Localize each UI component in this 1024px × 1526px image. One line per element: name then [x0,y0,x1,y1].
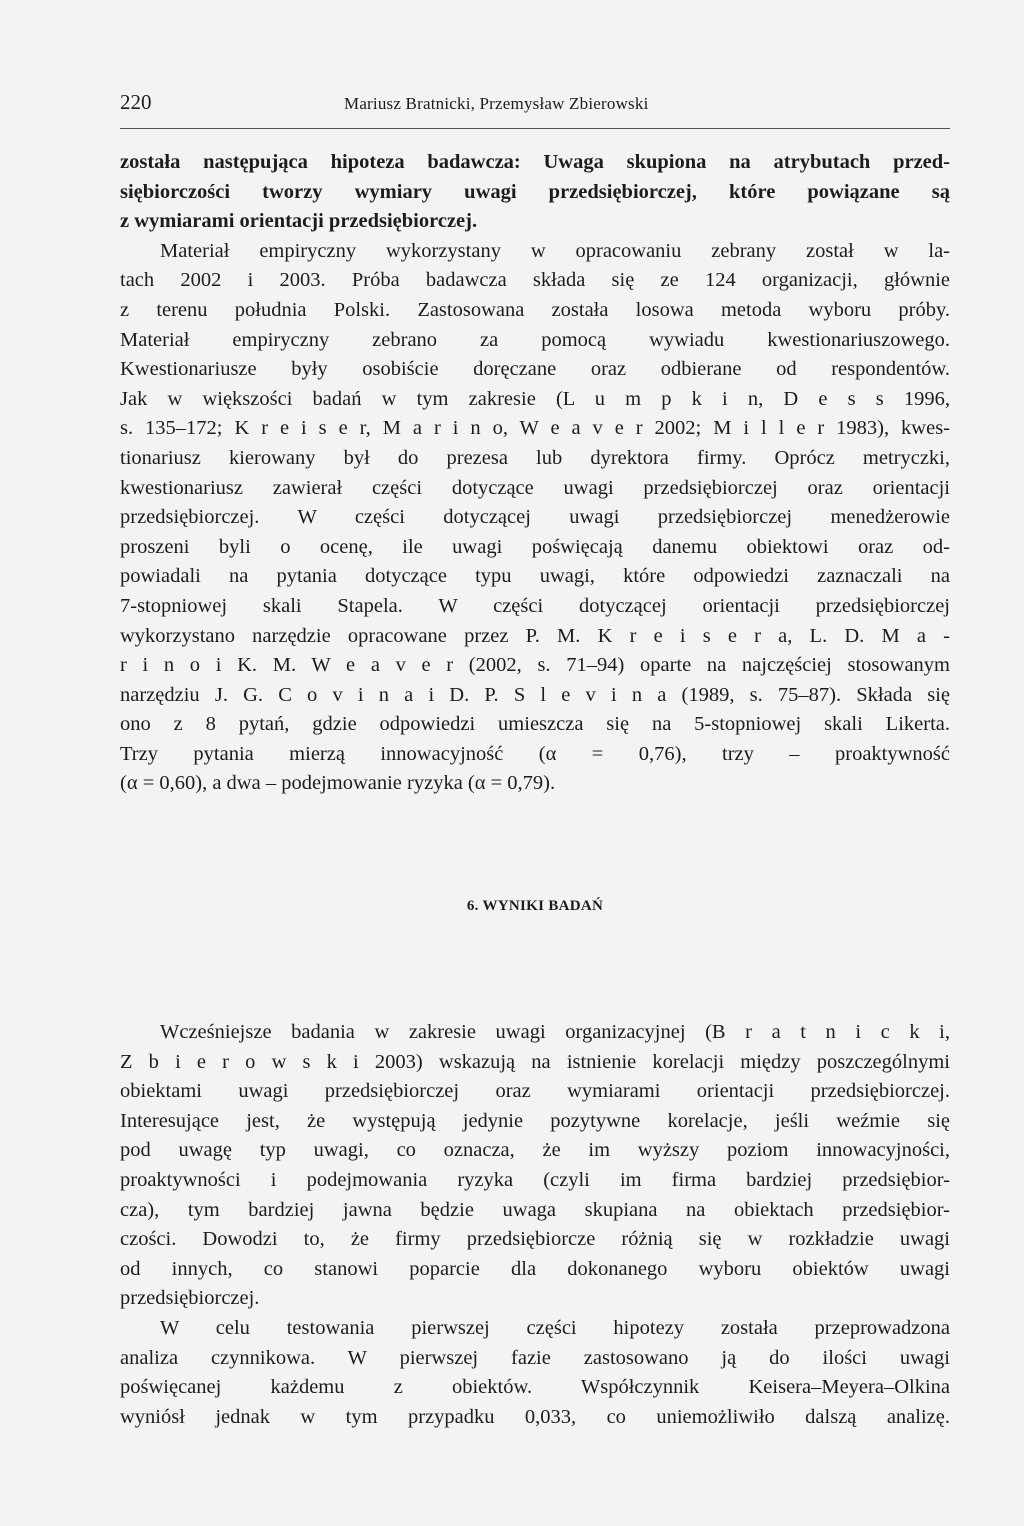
text-line: ono z 8 pytań, gdzie odpowiedzi umieszcza się na 5-stopniowej skali Likerta. [120,713,950,736]
text-line: z terenu południa Polski. Zastosowana została losowa metoda wyboru próby. [120,298,950,321]
text-line: czości. Dowodzi to, że firmy przedsiębiorcze różnią się w rozkładzie uwagi [120,1228,950,1251]
paragraph-block-methods [120,148,950,799]
text-line: od innych, co stanowi poparcie dla dokonanego wyboru obiektów uwagi [120,1257,950,1280]
page-header [120,88,950,129]
section-heading: 6. WYNIKI BADAŃ [466,898,604,914]
text-line: siębiorczości tworzy wymiary uwagi przedsiębiorczej, które powiązane są [120,180,950,203]
text-line: W celu testowania pierwszej części hipotezy została przeprowadzona [160,1316,950,1339]
paragraph-block-results [120,1018,950,1432]
text-line: narzędziu J. G. C o v i n a i D. P. S l e v i n a (1989, s. 75–87). Składa się [120,683,950,706]
text-line: Wcześniejsze badania w zakresie uwagi organizacyjnej (B r a t n i c k i, [160,1021,950,1043]
text-line: powiadali na pytania dotyczące typu uwagi, które odpowiedzi zaznaczali na [120,565,950,588]
text-line: proszeni byli o ocenę, ile uwagi poświęcają danemu obiektowi oraz od- [120,535,950,558]
text-line: Interesujące jest, że występują jedynie pozytywne korelacje, jeśli weźmie się [120,1109,950,1132]
text-line: przedsiębiorczej. [120,1287,260,1310]
text-line: Materiał empiryczny zebrano za pomocą wywiadu kwestionariuszowego. [120,328,950,351]
text-line: Jak w większości badań w tym zakresie (L u m p k i n, D e s s 1996, [120,387,950,410]
text-line: Kwestionariusze były osobiście doręczane oraz odbierane od respondentów. [120,358,950,381]
text-line: tach 2002 i 2003. Próba badawcza składa się ze 124 organizacji, głównie [120,269,950,292]
text-line: obiektami uwagi przedsiębiorczej oraz wymiarami orientacji przedsiębiorczej. [120,1080,950,1103]
text-line: r i n o i K. M. W e a v e r (2002, s. 71–94) oparte na najczęściej stosowanym [120,654,950,677]
text-line: została następująca hipoteza badawcza: Uwaga skupiona na atrybutach przed- [120,151,950,173]
text-line: tionariusz kierowany był do prezesa lub dyrektora firmy. Oprócz metryczki, [120,446,950,469]
text-line: poświęcanej każdemu z obiektów. Współczynnik Keisera–Meyera–Olkina [120,1376,950,1399]
text-line: kwestionariusz zawierał części dotyczące uwagi przedsiębiorczej oraz orientacji [120,476,950,499]
text-line: Materiał empiryczny wykorzystany w opracowaniu zebrany został w la- [160,239,950,262]
text-line: cza), tym bardziej jawna będzie uwaga skupiana na obiektach przedsiębior- [120,1198,950,1221]
page-number: 220 [120,90,152,114]
text-line: s. 135–172; K r e i s e r, M a r i n o, W e a v e r 2002; M i l l e r 1983), kwes- [120,417,950,440]
text-line: Z b i e r o w s k i 2003) wskazują na istnienie korelacji między poszczególnymi [120,1050,950,1073]
text-line: przedsiębiorczej. W części dotyczącej uwagi przedsiębiorczej menedżerowie [120,506,950,529]
text-line: wyniósł jednak w tym przypadku 0,033, co uniemożliwiło dalszą analizę. [120,1405,950,1428]
text-line: analiza czynnikowa. W pierwszej fazie zastosowano ją do ilości uwagi [120,1346,950,1369]
text-line: z wymiarami orientacji przedsiębiorczej. [120,210,478,233]
text-line: 7-stopniowej skali Stapela. W części dotyczącej orientacji przedsiębiorczej [120,594,950,617]
text-line: (α = 0,60), a dwa – podejmowanie ryzyka (α = 0,79). [120,772,556,795]
running-head: Mariusz Bratnicki, Przemysław Zbierowski [344,94,649,113]
text-line: wykorzystano narzędzie opracowane przez P. M. K r e i s e r a, L. D. M a - [120,624,950,647]
text-line: pod uwagę typ uwagi, co oznacza, że im wyższy poziom innowacyjności, [120,1139,950,1162]
text-line: Trzy pytania mierzą innowacyjność (α = 0,76), trzy – proaktywność [120,742,950,765]
text-line: proaktywności i podejmowania ryzyka (czyli im firma bardziej przedsiębior- [120,1168,950,1191]
